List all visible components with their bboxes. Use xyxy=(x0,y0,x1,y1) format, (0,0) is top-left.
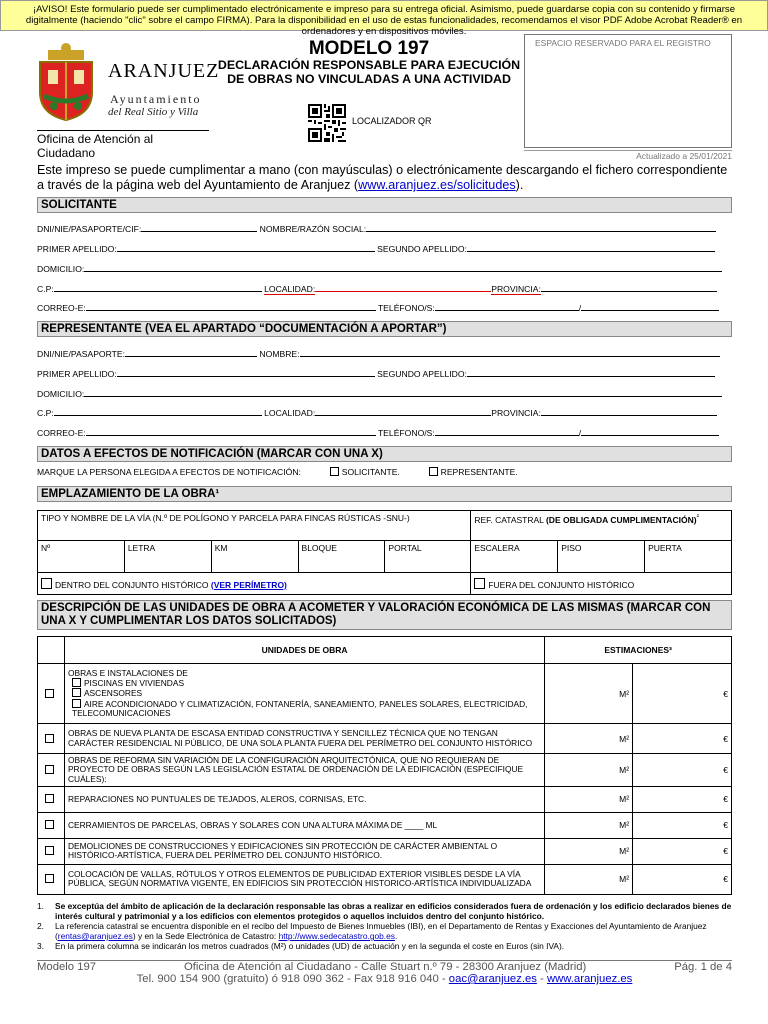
representante-row-5: CORREO-E: TELÉFONO/S: / xyxy=(37,427,732,438)
col-estimaciones-header: ESTIMACIONES³ xyxy=(545,637,732,664)
row4-m2-input[interactable]: M² xyxy=(545,786,633,812)
row5-checkbox[interactable] xyxy=(45,820,54,829)
dentro-checkbox[interactable] xyxy=(41,578,52,589)
representante-row-4: C.P: LOCALIDAD: PROVINCIA: xyxy=(37,407,732,418)
solicitante-row-4: C.P: LOCALIDAD: PROVINCIA: xyxy=(37,283,732,295)
row1-sub3-checkbox[interactable] xyxy=(72,699,81,708)
footer-address: Oficina de Atención al Ciudadano - Calle Stuart n.º 79 - 28300 Aranjuez (Madrid) xyxy=(183,961,587,973)
solicitante-apellido2-input[interactable] xyxy=(467,243,715,252)
footer-web-link[interactable]: www.aranjuez.es xyxy=(546,973,633,985)
solicitante-telefono2-input[interactable] xyxy=(581,302,719,311)
office-label: Oficina de Atención al Ciudadano xyxy=(37,130,209,160)
representante-nombre-input[interactable] xyxy=(300,348,720,357)
representante-cp-input[interactable] xyxy=(54,407,262,416)
row3-checkbox[interactable] xyxy=(45,765,54,774)
table-row: CERRAMIENTOS DE PARCELAS, OBRAS Y SOLARES CON UNA ALTURA MÁXIMA DE ____ ML M² € xyxy=(38,812,732,838)
representante-row-1: DNI/NIE/PASAPORTE: NOMBRE: xyxy=(37,348,732,359)
solicitante-row-5: CORREO-E: TELÉFONO/S: / xyxy=(37,302,732,313)
ref-catastral-field[interactable]: REF. CATASTRAL (DE OBLIGADA CUMPLIMENTACIÓN)$^{^2}$ xyxy=(471,511,732,541)
bloque-field[interactable]: BLOQUE xyxy=(298,541,385,573)
footnote-3: 3. En la primera columna se indicarán los metros cuadrados (M²) o unidades (UD) de actuación y en la segunda el coste en Euros (sin IVA). xyxy=(37,941,565,951)
solicitante-row-2: PRIMER APELLIDO: SEGUNDO APELLIDO: xyxy=(37,243,732,254)
row1-m2-input[interactable]: M² xyxy=(545,664,633,724)
row6-euro-input[interactable]: € xyxy=(633,838,732,864)
updated-date: Actualizado a 25/01/2021 xyxy=(524,150,732,161)
section-descripcion: DESCRIPCIÓN DE LAS UNIDADES DE OBRA A ACOMETER Y VALORACIÓN ECONÓMICA DE LAS MISMAS (MARCAR CON UNA X Y CUMPLIMENTAR LOS DATOS SOLICITADOS) xyxy=(37,600,732,630)
sedecatastro-link[interactable]: http://www.sedecatastro.gob.es xyxy=(278,931,395,941)
ayuntamiento-label: Ayuntamiento xyxy=(110,92,202,106)
row6-m2-input[interactable]: M² xyxy=(545,838,633,864)
table-row: COLOCACIÓN DE VALLAS, RÓTULOS Y OTROS ELEMENTOS DE PUBLICIDAD EXTERIOR VISIBLES DESDE LA VÍA PÚBLICA, SEGÚN NORMATIVA VIGENTE, EN EDIFICIOS SIN PROTECCIÓN HISTORICO-ARTÍSTICA INDIVIDUALIZADA M² € xyxy=(38,864,732,894)
representante-apellido2-input[interactable] xyxy=(467,368,715,377)
row2-m2-input[interactable]: M² xyxy=(545,724,633,754)
representante-telefono2-input[interactable] xyxy=(581,427,719,436)
representante-row-3: DOMICILIO: xyxy=(37,388,732,399)
row3-m2-input[interactable]: M² xyxy=(545,754,633,787)
row1-sub2-checkbox[interactable] xyxy=(72,688,81,697)
solicitante-dni-input[interactable] xyxy=(141,223,257,232)
table-row: DEMOLICIONES DE CONSTRUCCIONES Y EDIFICACIONES SIN PROTECCIÓN DE CARÁCTER AMBIENTAL O HISTÓRICO-ARTÍSTICA, FUERA DEL PERÍMETRO DEL CONJUNTO HISTÓRICO. M² € xyxy=(38,838,732,864)
section-notificacion: DATOS A EFECTOS DE NOTIFICACIÓN (MARCAR CON UNA X) xyxy=(37,446,732,462)
warning-banner: ¡AVISO! Este formulario puede ser cumplimentado electrónicamente e impreso para su entrega oficial. Asimismo, puede guardarse copia con su contenido y firmarse digitalmente (haciendo "clic" sobre el campo FIRMA). Para la disponibilidad en el uso de estas funcionalidades, recomendamos el visor PDF Adobe Acrobat Reader® en ordenadores y en dispositivos móviles. xyxy=(0,0,768,31)
row1-checkbox[interactable] xyxy=(45,689,54,698)
emplazamiento-table xyxy=(37,510,732,595)
solicitante-provincia-input[interactable] xyxy=(541,283,717,292)
solicitante-localidad-label: LOCALIDAD: xyxy=(264,284,316,294)
fuera-row: FUERA DEL CONJUNTO HISTÓRICO xyxy=(471,573,732,595)
footnote-1: 1. Se exceptúa del ámbito de aplicación de la declaración responsable las obras a realizar en edificios considerados fuera de ordenación y los edificio declarados bienes de interés cultural y patrimonial y a los edificios con elementos protegidos o aquellos incluidos dentro del conjunto histórico. xyxy=(37,901,732,921)
rentas-email-link[interactable]: rentas@aranjuez.es xyxy=(57,931,133,941)
row2-euro-input[interactable]: € xyxy=(633,724,732,754)
unidades-table xyxy=(37,636,732,895)
section-emplazamiento: EMPLAZAMIENTO DE LA OBRA¹ xyxy=(37,486,732,502)
solicitante-telefono1-input[interactable] xyxy=(435,302,579,311)
row2-checkbox[interactable] xyxy=(45,734,54,743)
solicitante-domicilio-input[interactable] xyxy=(84,263,722,272)
footnotes xyxy=(37,901,737,951)
row4-euro-input[interactable]: € xyxy=(633,786,732,812)
section-representante: REPRESENTANTE (VEA EL APARTADO “DOCUMENTACIÓN A APORTAR”) xyxy=(37,321,732,337)
ver-perimetro-link[interactable]: (VER PERÍMETRO) xyxy=(210,579,287,590)
registry-reserved-label: ESPACIO RESERVADO PARA EL REGISTRO xyxy=(535,38,711,48)
solicitante-correo-input[interactable] xyxy=(86,302,376,311)
footer-page: Pág. 1 de 4 xyxy=(674,961,732,973)
form-title: DECLARACIÓN RESPONSABLE PARA EJECUCIÓN DE OBRAS NO VINCULADAS A UNA ACTIVIDAD xyxy=(217,58,521,86)
page-footer: Modelo 197 Oficina de Atención al Ciudadano - Calle Stuart n.º 79 - 28300 Aranjuez (Madrid) Pág. 1 de 4 Tel. 900 154 900 (gratuito) ó 918 090 362 - Fax 918 916 040 - oac@aranjuez.es - www.aranjuez.es xyxy=(37,961,732,985)
escalera-field[interactable]: ESCALERA xyxy=(471,541,558,573)
representante-correo-input[interactable] xyxy=(86,427,376,436)
table-row: OBRAS E INSTALACIONES DE PISCINAS EN VIVIENDAS ASCENSORES AIRE ACONDICIONADO Y CLIMATIZACIÓN, FONTANERÍA, SANEAMIENTO, PANELES SOLARES, ELECTRICIDAD, TELECOMUNICACIONES M² € xyxy=(38,664,732,724)
row1-sub1-checkbox[interactable] xyxy=(72,678,81,687)
km-field[interactable]: KM xyxy=(211,541,298,573)
qr-code[interactable] xyxy=(308,104,346,142)
registry-reserved-box xyxy=(524,34,732,148)
section-solicitante: SOLICITANTE xyxy=(37,197,732,213)
representante-domicilio-input[interactable] xyxy=(84,388,722,397)
solicitudes-link[interactable]: www.aranjuez.es/solicitudes xyxy=(358,178,516,192)
real-sitio-label: del Real Sitio y Villa xyxy=(108,106,199,118)
table-row: REPARACIONES NO PUNTUALES DE TEJADOS, ALEROS, CORNISAS, ETC. M² € xyxy=(38,786,732,812)
row1-euro-input[interactable]: € xyxy=(633,664,732,724)
solicitante-row-3: DOMICILIO: xyxy=(37,263,732,274)
numero-field[interactable]: Nº xyxy=(38,541,125,573)
row3-euro-input[interactable]: € xyxy=(633,754,732,787)
brand-name: ARANJUEZ xyxy=(108,60,220,82)
coat-of-arms-logo xyxy=(34,40,98,122)
table-row: OBRAS DE NUEVA PLANTA DE ESCASA ENTIDAD CONSTRUCTIVA Y SENCILLEZ TÉCNICA QUE NO TENGAN CARÁCTER RESIDENCIAL NI PÚBLICO, DE UNA SOLA PLANTA FUERA DEL PERÍMETRO DEL CONJUNTO HISTÓRICO M² € xyxy=(38,724,732,754)
letra-field[interactable]: LETRA xyxy=(124,541,211,573)
notificacion-solicitante-checkbox[interactable] xyxy=(330,467,339,476)
row7-euro-input[interactable]: € xyxy=(633,864,732,894)
portal-field[interactable]: PORTAL xyxy=(385,541,471,573)
via-field[interactable]: TIPO Y NOMBRE DE LA VÍA (N.º DE POLÍGONO Y PARCELA PARA FINCAS RÚSTICAS -SNU-) xyxy=(38,511,471,541)
solicitante-cp-input[interactable] xyxy=(54,283,262,292)
solicitante-row-1: DNI/NIE/PASAPORTE/CIF: NOMBRE/RAZÓN SOCIAL: xyxy=(37,223,732,234)
footer-model: Modelo 197 xyxy=(37,961,97,973)
solicitante-localidad-input[interactable] xyxy=(315,283,491,292)
solicitante-provincia-label: PROVINCIA: xyxy=(491,284,541,294)
footnote-2: 2. La referencia catastral se encuentra disponible en el recibo del Impuesto de Bienes Inmuebles (IBI), en el Departamento de Rentas y Exacciones del Ayuntamiento de Aranjuez (rentas@aranjuez.es) y en la Sede Electrónica de Catastro: http://www.sedecatastro.gob.es. xyxy=(37,921,707,941)
row5-euro-input[interactable]: € xyxy=(633,812,732,838)
col-unidades-header: UNIDADES DE OBRA xyxy=(64,637,544,664)
table-row: OBRAS DE REFORMA SIN VARIACIÓN DE LA CONFIGURACIÓN ARQUITECTÓNICA, QUE NO REQUIERAN DE PROYECTO DE OBRAS SEGÚN LAS LEGISLACIÓN ESTATAL DE ORDENACIÓN DE LA EDIFICACIÓN (ESPECIFIQUE CUÁLES): M² € xyxy=(38,754,732,787)
representante-localidad-input[interactable] xyxy=(315,407,491,416)
qr-label: LOCALIZADOR QR xyxy=(352,116,432,126)
piso-field[interactable]: PISO xyxy=(558,541,645,573)
puerta-field[interactable]: PUERTA xyxy=(645,541,732,573)
row6-checkbox[interactable] xyxy=(45,846,54,855)
intro-paragraph: Este impreso se puede cumplimentar a mano (con mayúsculas) o electrónicamente descargando el fichero correspondiente a través de la página web del Ayuntamiento de Aranjuez (www.aranjuez.es/solicitudes). xyxy=(37,163,728,192)
notificacion-row: MARQUE LA PERSONA ELEGIDA A EFECTOS DE NOTIFICACIÓN: SOLICITANTE. REPRESENTANTE. xyxy=(37,467,518,477)
solicitante-nombre-input[interactable] xyxy=(366,223,716,232)
row4-checkbox[interactable] xyxy=(45,794,54,803)
representante-telefono1-input[interactable] xyxy=(435,427,579,436)
notificacion-representante-checkbox[interactable] xyxy=(429,467,438,476)
form-model-number: MODELO 197 xyxy=(308,38,430,59)
representante-provincia-input[interactable] xyxy=(541,407,717,416)
row7-checkbox[interactable] xyxy=(45,874,54,883)
footer-email-link[interactable]: oac@aranjuez.es xyxy=(448,973,537,985)
representante-dni-input[interactable] xyxy=(125,348,257,357)
fuera-checkbox[interactable] xyxy=(474,578,485,589)
representante-row-2: PRIMER APELLIDO: SEGUNDO APELLIDO: xyxy=(37,368,732,379)
row5-m2-input[interactable]: M² xyxy=(545,812,633,838)
row7-m2-input[interactable]: M² xyxy=(545,864,633,894)
representante-apellido1-input[interactable] xyxy=(117,368,375,377)
solicitante-apellido1-input[interactable] xyxy=(117,243,375,252)
dentro-row: DENTRO DEL CONJUNTO HISTÓRICO (VER PERÍMETRO) xyxy=(38,573,471,595)
